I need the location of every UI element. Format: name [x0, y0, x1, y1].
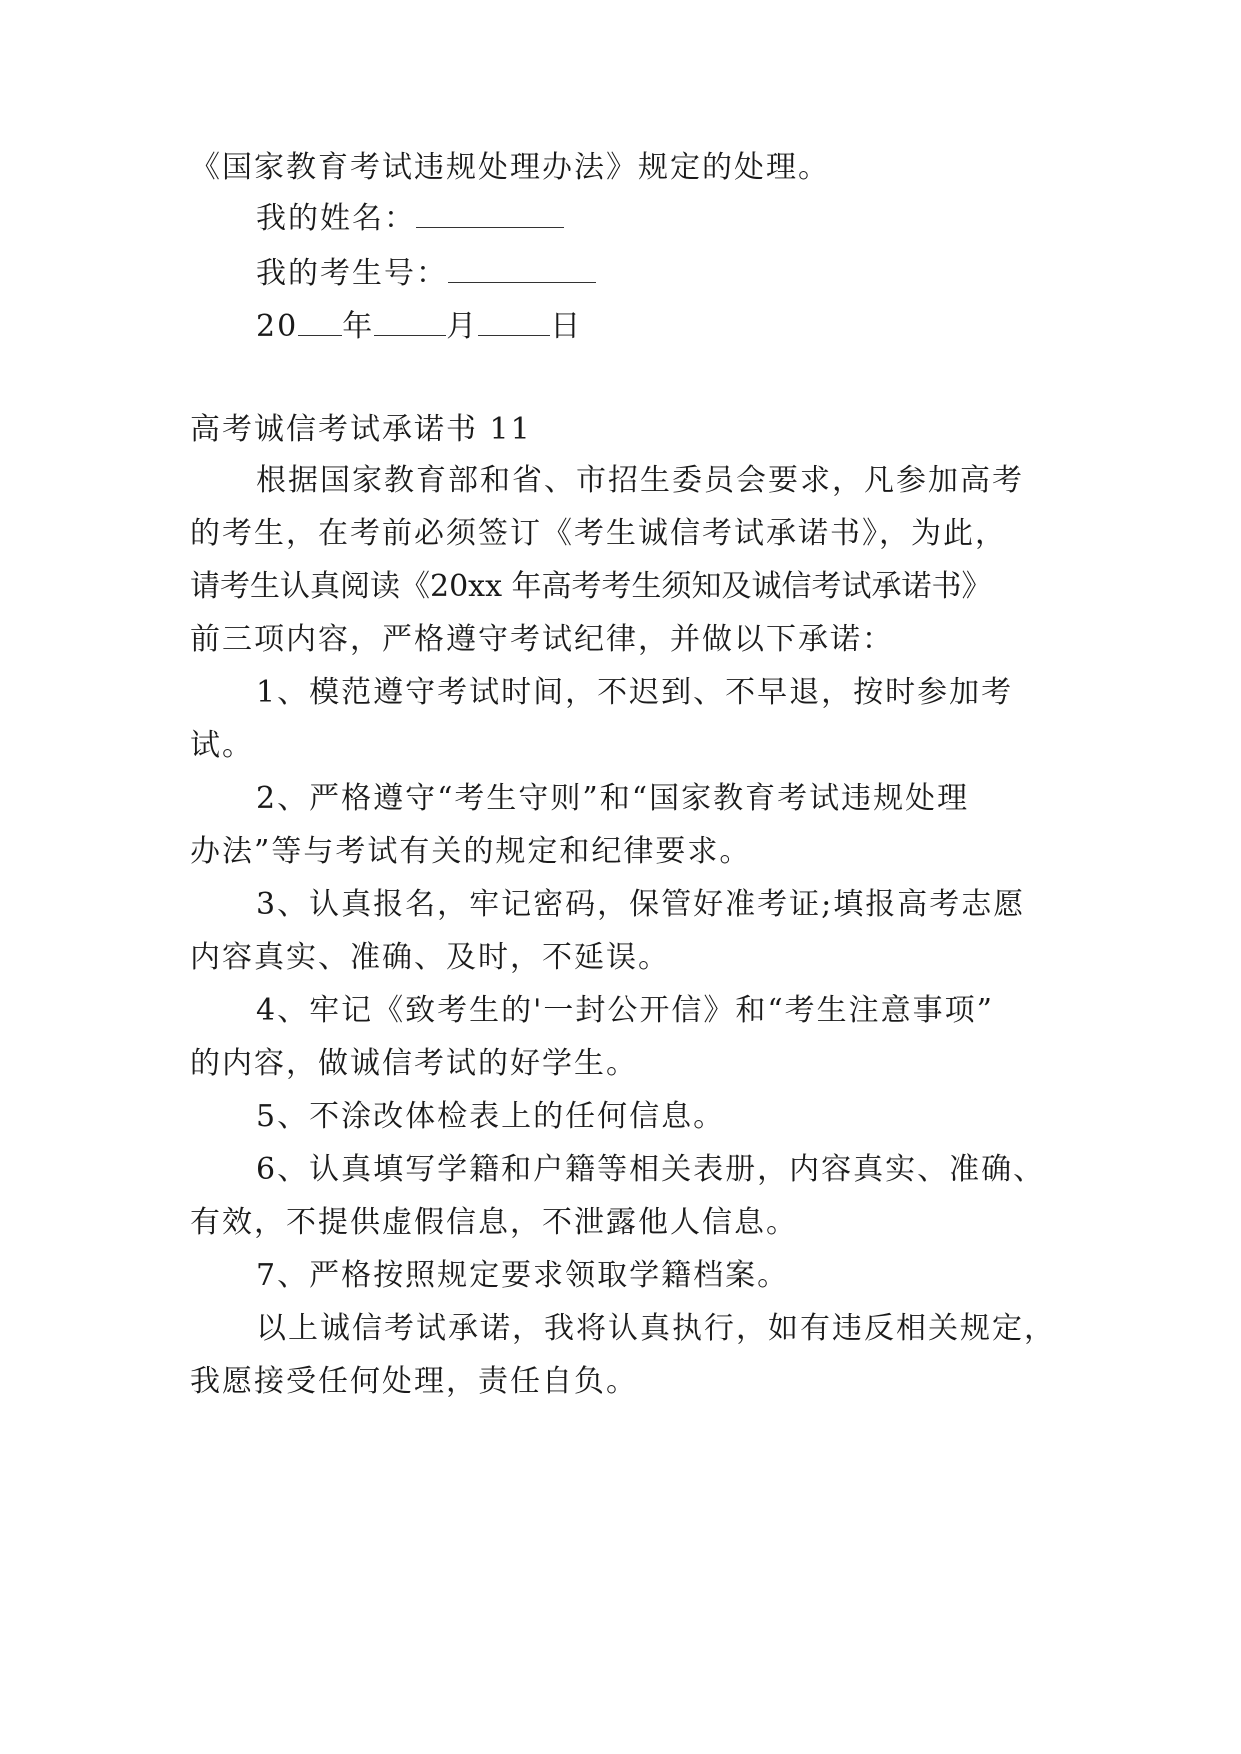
day-blank[interactable] — [478, 309, 550, 336]
text-line: 我愿接受任何处理，责任自负。 — [190, 1364, 638, 1399]
text-line: 1、模范遵守考试时间，不迟到、不早退，按时参加考 — [256, 675, 1014, 710]
text-line: 内容真实、准确、及时，不延误。 — [190, 940, 670, 975]
date-prefix: 20 — [256, 309, 299, 344]
text-line: 试。 — [190, 728, 254, 763]
text-line: 的考生，在考前必须签订《考生诚信考试承诺书》，为此， — [190, 516, 1007, 551]
date-field-row — [256, 307, 582, 347]
exam-number-label: 我的考生号： — [256, 256, 448, 291]
date-month-label: 月 — [446, 309, 479, 344]
date-day-label: 日 — [550, 309, 583, 344]
text-line: 的内容，做诚信考试的好学生。 — [190, 1046, 638, 1081]
month-blank[interactable] — [374, 309, 446, 336]
date-year-label: 年 — [342, 309, 375, 344]
text-line: 前三项内容，严格遵守考试纪律，并做以下承诺： — [190, 622, 894, 657]
year-blank[interactable] — [298, 309, 342, 336]
text-line: 《国家教育考试违规处理办法》规定的处理。 — [190, 150, 830, 185]
name-blank[interactable] — [416, 201, 564, 228]
text-line: 3、认真报名，牢记密码，保管好准考证;填报高考志愿 — [256, 887, 1026, 922]
section-title: 高考诚信考试承诺书 11 — [190, 412, 532, 447]
text-line: 5、不涂改体检表上的任何信息。 — [256, 1099, 726, 1134]
exam-number-field-row — [256, 254, 596, 294]
text-line: 请考生认真阅读《20xx 年高考考生须知及诚信考试承诺书》 — [190, 569, 992, 604]
name-field-row — [256, 199, 564, 239]
text-line: 4、牢记《致考生的'一封公开信》和“考生注意事项” — [256, 993, 995, 1028]
text-line: 7、严格按照规定要求领取学籍档案。 — [256, 1258, 790, 1293]
text-line: 根据国家教育部和省、市招生委员会要求，凡参加高考 — [256, 463, 1024, 498]
text-line: 有效，不提供虚假信息，不泄露他人信息。 — [190, 1205, 798, 1240]
text-line: 办法”等与考试有关的规定和纪律要求。 — [190, 834, 752, 869]
text-line: 2、严格遵守“考生守则”和“国家教育考试违规处理 — [256, 781, 970, 816]
exam-number-blank[interactable] — [448, 256, 596, 283]
text-line: 以上诚信考试承诺，我将认真执行，如有违反相关规定， — [256, 1311, 1056, 1346]
text-line: 6、认真填写学籍和户籍等相关表册，内容真实、准确、 — [256, 1152, 1046, 1187]
name-label: 我的姓名： — [256, 201, 416, 236]
